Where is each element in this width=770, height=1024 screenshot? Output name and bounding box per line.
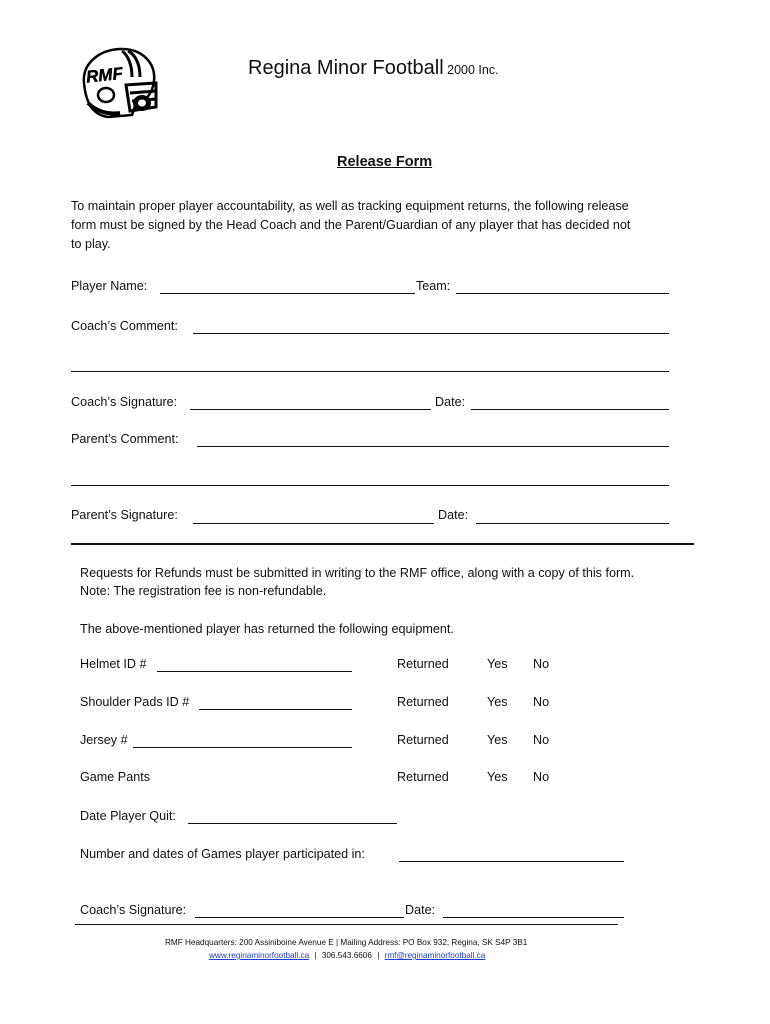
org-name: Regina Minor Football bbox=[248, 57, 444, 79]
jersey-no-option[interactable]: No bbox=[533, 733, 550, 747]
parent-comment-field-line-2[interactable] bbox=[71, 485, 669, 486]
helmet-yes-option[interactable]: Yes bbox=[487, 657, 508, 671]
helmet-no-option[interactable]: No bbox=[533, 657, 550, 671]
coach-signature-field[interactable] bbox=[190, 409, 431, 410]
team-field[interactable] bbox=[456, 293, 669, 294]
form-title: Release Form bbox=[337, 154, 433, 170]
coach-date-label: Date: bbox=[435, 395, 466, 409]
final-coach-signature-field[interactable] bbox=[195, 917, 404, 918]
coach-comment-field[interactable] bbox=[193, 333, 669, 334]
logo-lettering: RMF bbox=[85, 63, 124, 87]
parent-signature-field[interactable] bbox=[193, 523, 434, 524]
final-date-field[interactable] bbox=[443, 917, 624, 918]
footer-phone: 306.543.6606 bbox=[321, 951, 372, 960]
intro-line-2: form must be signed by the Head Coach and the Parent/Guardian of any player that has decided not bbox=[71, 218, 631, 232]
footer-separator: | bbox=[314, 951, 317, 960]
refund-note-line-1: Requests for Refunds must be submitted in writing to the RMF office, along with a copy of this form. bbox=[80, 566, 635, 580]
jersey-yes-option[interactable]: Yes bbox=[487, 733, 508, 747]
jersey-label: Jersey # bbox=[80, 733, 128, 747]
jersey-field[interactable] bbox=[133, 747, 352, 748]
date-quit-label: Date Player Quit: bbox=[80, 809, 176, 823]
team-label: Team: bbox=[416, 279, 451, 293]
date-quit-field[interactable] bbox=[188, 823, 397, 824]
final-date-label: Date: bbox=[405, 903, 436, 917]
section-divider bbox=[71, 543, 694, 545]
game-pants-label: Game Pants bbox=[80, 770, 150, 784]
footer-contact bbox=[209, 951, 485, 960]
org-title bbox=[248, 57, 499, 80]
game-pants-yes-option[interactable]: Yes bbox=[487, 770, 508, 784]
shoulder-pads-yes-option[interactable]: Yes bbox=[487, 695, 508, 709]
rmf-helmet-logo bbox=[78, 45, 160, 119]
helmet-id-field[interactable] bbox=[157, 671, 352, 672]
footer-address: RMF Headquarters: 200 Assiniboine Avenue E | Mailing Address: PO Box 932, Regina, SK S4P 3B1 bbox=[165, 938, 528, 947]
footer-website-link[interactable]: www.reginaminorfootball.ca bbox=[209, 951, 310, 960]
parent-comment-label: Parent’s Comment: bbox=[71, 432, 179, 446]
shoulder-pads-id-field[interactable] bbox=[199, 709, 352, 710]
helmet-returned-label: Returned bbox=[397, 657, 449, 671]
refund-note-line-2: Note: The registration fee is non-refundable. bbox=[80, 584, 327, 598]
footer-separator: | bbox=[377, 951, 380, 960]
shoulder-pads-returned-label: Returned bbox=[397, 695, 449, 709]
parent-date-label: Date: bbox=[438, 508, 469, 522]
helmet-id-label: Helmet ID # bbox=[80, 657, 147, 671]
shoulder-pads-no-option[interactable]: No bbox=[533, 695, 550, 709]
coach-signature-label: Coach’s Signature: bbox=[71, 395, 178, 409]
coach-date-field[interactable] bbox=[471, 409, 669, 410]
final-coach-signature-label: Coach’s Signature: bbox=[80, 903, 187, 917]
coach-comment-field-line-2[interactable] bbox=[71, 371, 669, 372]
games-participated-field[interactable] bbox=[399, 861, 624, 862]
games-participated-label: Number and dates of Games player participated in: bbox=[80, 847, 365, 861]
jersey-returned-label: Returned bbox=[397, 733, 449, 747]
shoulder-pads-id-label: Shoulder Pads ID # bbox=[80, 695, 190, 709]
game-pants-returned-label: Returned bbox=[397, 770, 449, 784]
org-suffix: 2000 Inc. bbox=[447, 63, 499, 77]
intro-line-3: to play. bbox=[71, 237, 111, 251]
footer-email-link[interactable]: rmf@reginaminorfootball.ca bbox=[384, 951, 486, 960]
parent-date-field[interactable] bbox=[476, 523, 669, 524]
helmet-icon bbox=[78, 45, 160, 119]
footer-divider bbox=[75, 924, 618, 925]
player-name-label: Player Name: bbox=[71, 279, 148, 293]
player-name-field[interactable] bbox=[160, 293, 415, 294]
intro-line-1: To maintain proper player accountability, as well as tracking equipment returns, the following release bbox=[71, 199, 629, 213]
parent-signature-label: Parent’s Signature: bbox=[71, 508, 178, 522]
game-pants-no-option[interactable]: No bbox=[533, 770, 550, 784]
parent-comment-field[interactable] bbox=[197, 446, 669, 447]
coach-comment-label: Coach’s Comment: bbox=[71, 319, 178, 333]
equipment-intro: The above-mentioned player has returned the following equipment. bbox=[80, 622, 454, 636]
